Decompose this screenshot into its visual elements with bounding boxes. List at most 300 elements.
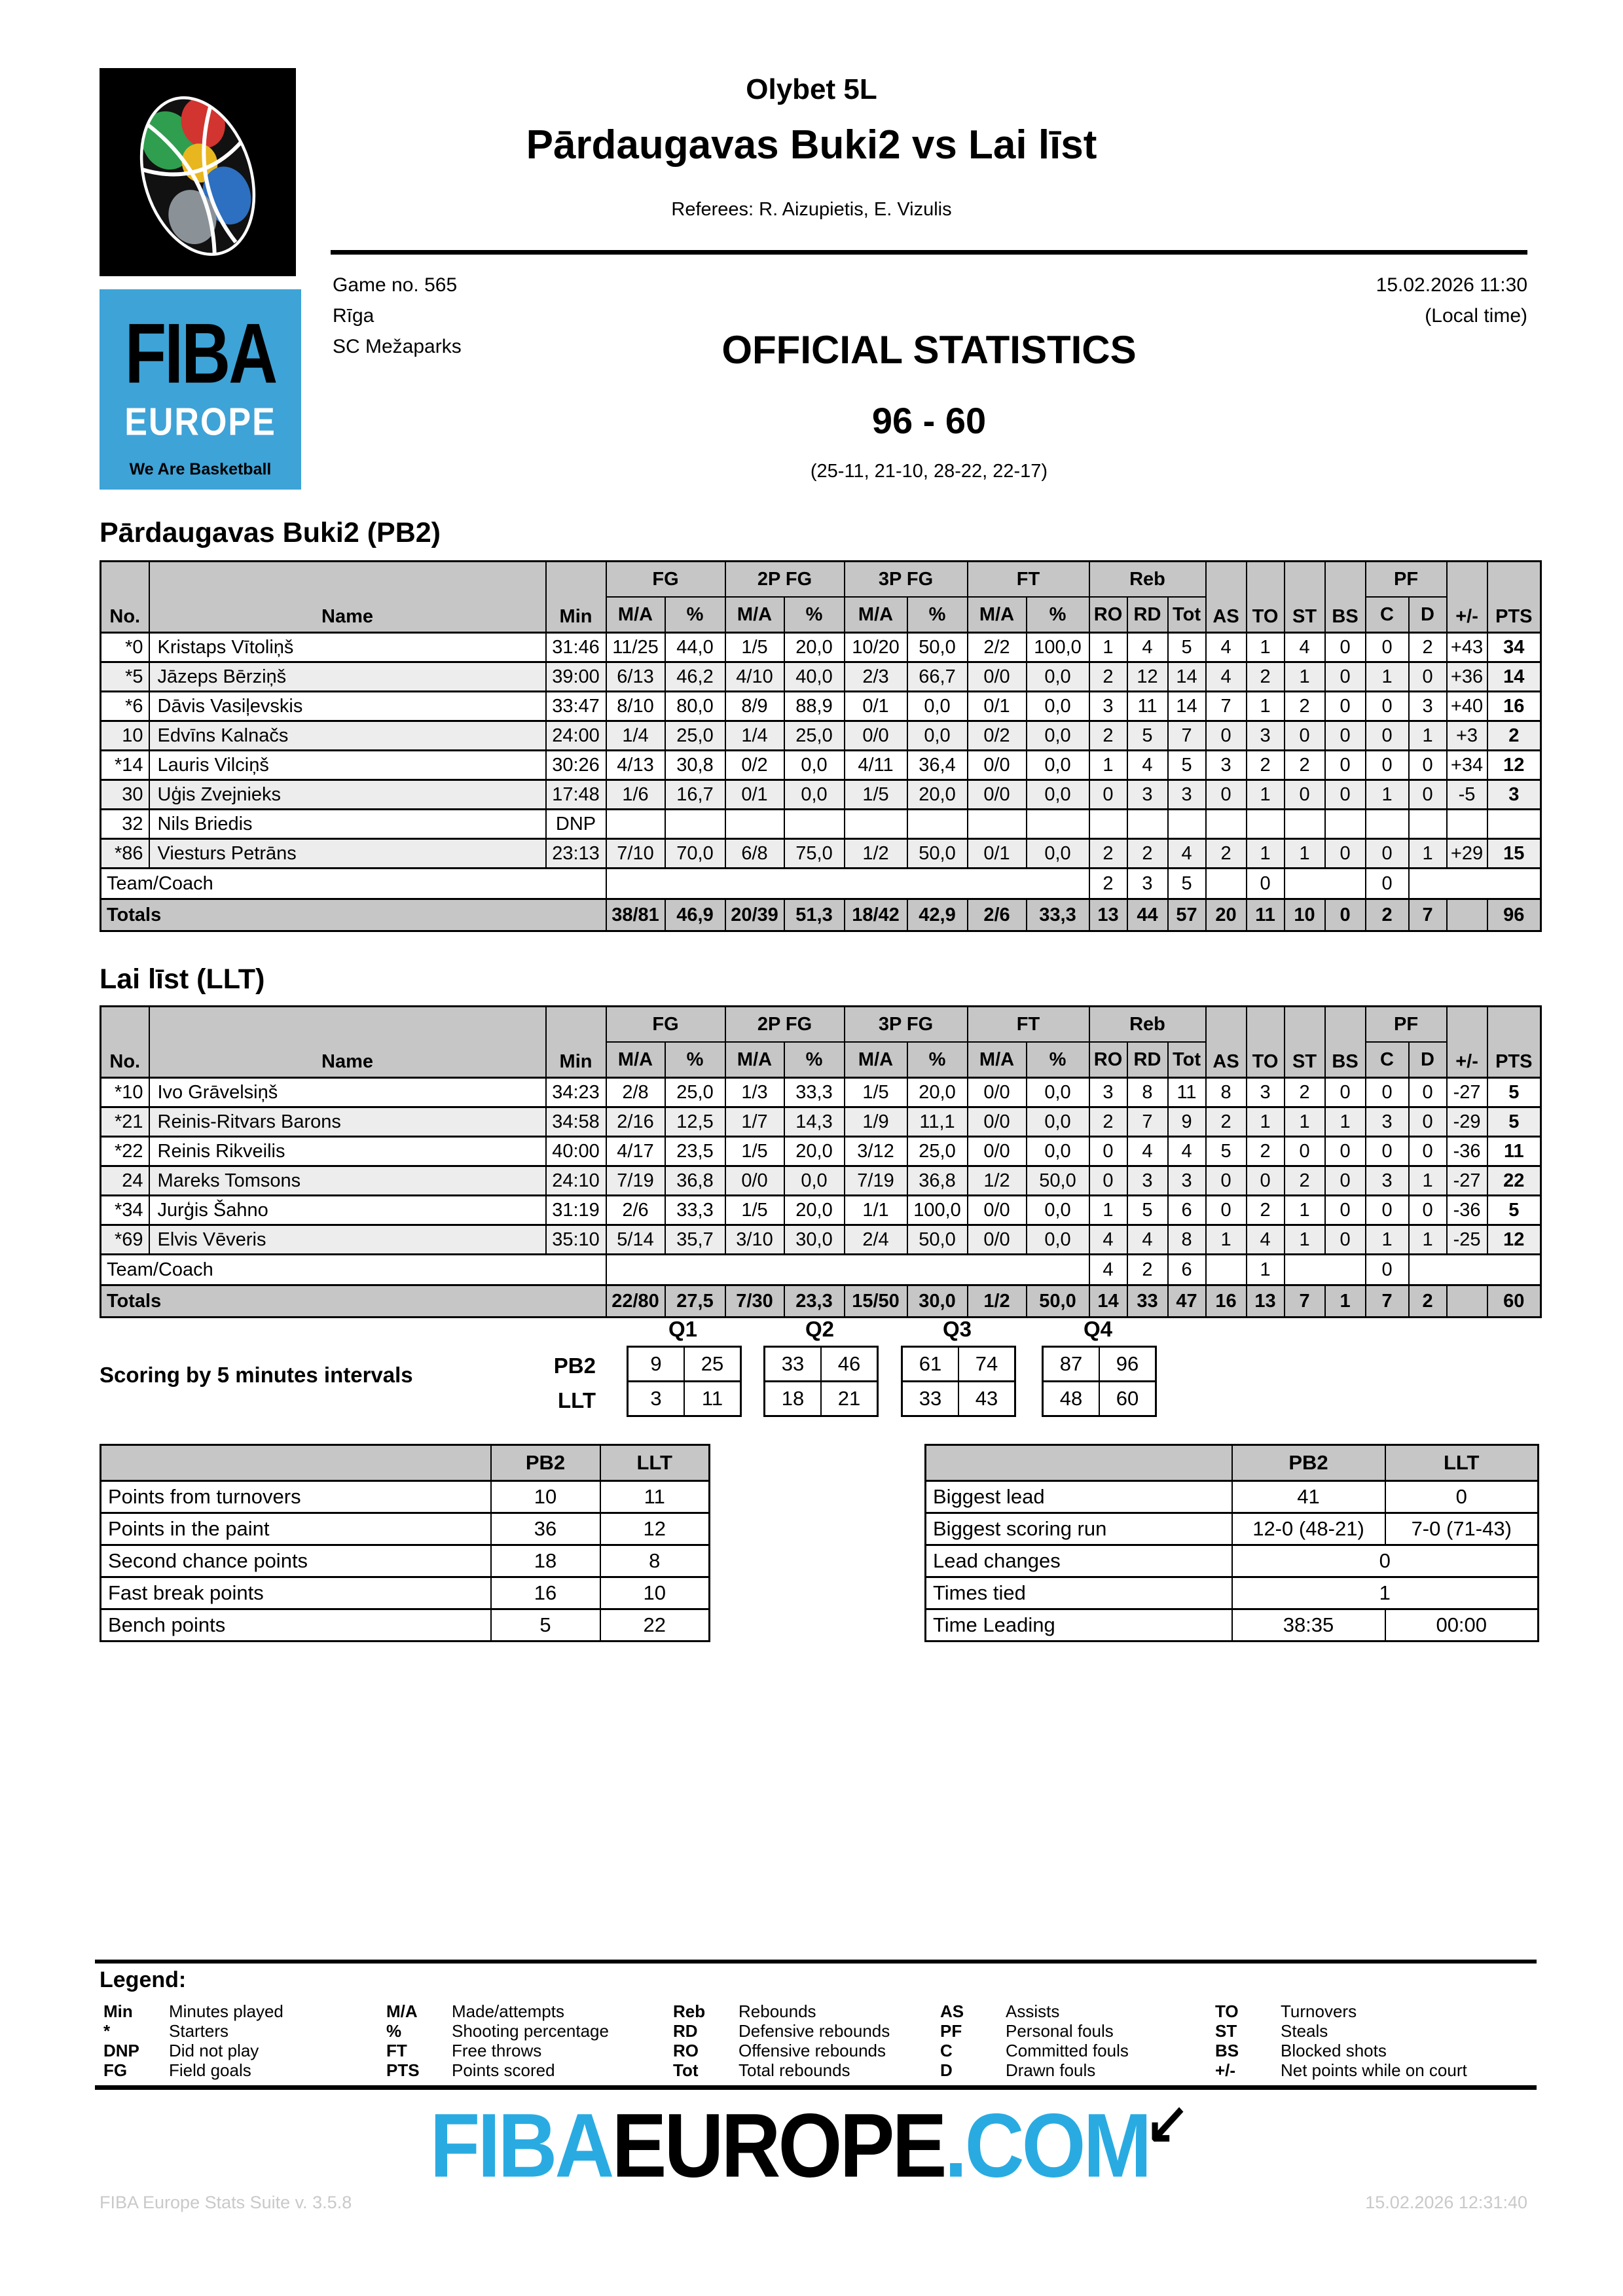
quarter-scores: (25-11, 21-10, 28-22, 22-17) xyxy=(810,461,1048,482)
stat-cell: 100,0 xyxy=(907,1196,968,1225)
stat-cell: 3 xyxy=(1168,780,1206,810)
stat-cell: 0,0 xyxy=(1027,1137,1089,1166)
stat-cell: 7/19 xyxy=(606,1166,665,1196)
stat-cell: +36 xyxy=(1447,662,1487,692)
player-row xyxy=(101,721,1541,751)
col-fg-ma: M/A xyxy=(606,597,665,633)
stat-cell: 5 xyxy=(1206,1137,1247,1166)
stat-cell: 15/50 xyxy=(845,1285,907,1318)
fibaeurope-logo-fiba: FIBA xyxy=(429,2094,612,2197)
player-name-cell: Dāvis Vasiļevskis xyxy=(149,692,546,721)
legend-desc: Net points while on court xyxy=(1281,2060,1467,2080)
stat-cell: 0 xyxy=(1206,1196,1247,1225)
stat-cell: 24 xyxy=(101,1166,149,1196)
legend-desc: Drawn fouls xyxy=(1006,2060,1096,2080)
col-fg-pct: % xyxy=(665,1042,725,1078)
stat-cell: 0,0 xyxy=(907,721,968,751)
interval-row xyxy=(765,1382,878,1416)
legend-abbr: DNP xyxy=(103,2041,139,2060)
stat-cell: 40,0 xyxy=(784,662,845,692)
stat-cell: 24:00 xyxy=(546,721,606,751)
player-name-cell: Viesturs Petrāns xyxy=(149,839,546,869)
stat-cell: 4 xyxy=(1168,1137,1206,1166)
stat-cell: 0 xyxy=(1325,633,1366,662)
footer-divider xyxy=(95,2085,1537,2090)
legend-entry xyxy=(940,2001,1215,2021)
stat-cell: 36,8 xyxy=(665,1166,725,1196)
stat-cell: 31:19 xyxy=(546,1196,606,1225)
legend-entry xyxy=(103,2001,386,2021)
comparison-value-cell: 36 xyxy=(491,1513,600,1545)
stat-cell: 0 xyxy=(1409,751,1447,780)
player-row xyxy=(101,662,1541,692)
stat-cell: 0/1 xyxy=(845,692,907,721)
stat-cell: 7 xyxy=(1168,721,1206,751)
stat-cell: 0 xyxy=(1409,1196,1447,1225)
interval-score-cell: 60 xyxy=(1099,1382,1156,1416)
stat-cell: 3 xyxy=(1127,780,1168,810)
col-st: ST xyxy=(1285,1007,1325,1078)
col-min: Min xyxy=(546,562,606,633)
header-divider xyxy=(331,250,1527,255)
legend-abbr: Min xyxy=(103,2001,133,2021)
stat-cell: 25,0 xyxy=(665,1078,725,1107)
stat-cell: 88,9 xyxy=(784,692,845,721)
comparison-value-cell: 10 xyxy=(491,1481,600,1513)
stat-cell: 1 xyxy=(1285,839,1325,869)
interval-score-cell: 9 xyxy=(628,1347,685,1382)
stat-cell: 2 xyxy=(1409,633,1447,662)
stat-cell: 2/8 xyxy=(606,1078,665,1107)
legend-abbr: +/- xyxy=(1215,2060,1236,2080)
stat-cell: 1/3 xyxy=(725,1078,784,1107)
stat-cell: 22/80 xyxy=(606,1285,665,1318)
stat-cell: 1 xyxy=(1247,1255,1285,1285)
stat-cell: 0/0 xyxy=(968,1107,1027,1137)
stat-cell: 7 xyxy=(1366,1285,1409,1318)
stat-cell: 1 xyxy=(1285,1225,1325,1255)
comparison-value-cell: 8 xyxy=(600,1545,710,1577)
stat-cell: 10/20 xyxy=(845,633,907,662)
stat-cell: 4 xyxy=(1089,1255,1127,1285)
player-name-cell: Kristaps Vītoliņš xyxy=(149,633,546,662)
blank-header-cell xyxy=(926,1445,1232,1481)
stat-cell: 0 xyxy=(1089,780,1127,810)
comparison-row xyxy=(101,1481,710,1513)
stat-cell: 0 xyxy=(1325,1137,1366,1166)
interval-score-cell: 74 xyxy=(958,1347,1015,1382)
stat-cell: -36 xyxy=(1447,1196,1487,1225)
stat-cell: 0/2 xyxy=(968,721,1027,751)
interval-row xyxy=(902,1382,1015,1416)
stat-cell: DNP xyxy=(546,810,606,839)
player-name-cell: Edvīns Kalnačs xyxy=(149,721,546,751)
col-3p-ma: M/A xyxy=(845,1042,907,1078)
col-ft-ma: M/A xyxy=(968,1042,1027,1078)
fiba-logo-word: FIBA xyxy=(124,306,276,402)
quarter-label-q3: Q3 xyxy=(942,1317,972,1341)
stat-cell: 35,7 xyxy=(665,1225,725,1255)
stat-cell: 80,0 xyxy=(665,692,725,721)
stat-cell: 12 xyxy=(1487,1225,1541,1255)
interval-score-cell: 46 xyxy=(821,1347,878,1382)
stat-cell: 0 xyxy=(1366,751,1409,780)
stat-cell: 31:46 xyxy=(546,633,606,662)
stat-cell: 4 xyxy=(1247,1225,1285,1255)
quarter-label-q4: Q4 xyxy=(1083,1317,1113,1341)
legend-entry xyxy=(103,2041,386,2060)
stat-cell: 6 xyxy=(1168,1196,1206,1225)
stat-cell: 4 xyxy=(1206,662,1247,692)
stat-cell: 1 xyxy=(1409,1166,1447,1196)
quarter-label-q2: Q2 xyxy=(805,1317,835,1341)
stat-cell: 39:00 xyxy=(546,662,606,692)
stat-cell: 0 xyxy=(1366,721,1409,751)
stat-cell: 0 xyxy=(1285,721,1325,751)
stat-cell: 0,0 xyxy=(784,1166,845,1196)
col-to: TO xyxy=(1247,1007,1285,1078)
stat-cell: 0,0 xyxy=(1027,839,1089,869)
totals-label: Totals xyxy=(101,1285,606,1318)
stat-cell: 0 xyxy=(1285,780,1325,810)
comparison-value-cell: 5 xyxy=(491,1609,600,1641)
col-2p-ma: M/A xyxy=(725,1042,784,1078)
stat-cell xyxy=(606,810,665,839)
stat-cell: 50,0 xyxy=(907,839,968,869)
stat-cell: 0 xyxy=(1366,1137,1409,1166)
stat-cell: 0 xyxy=(1206,1166,1247,1196)
stat-cell: 6 xyxy=(1168,1255,1206,1285)
col-2p-pct: % xyxy=(784,1042,845,1078)
legend-abbr: TO xyxy=(1215,2001,1239,2021)
comparison-row xyxy=(926,1481,1539,1513)
stat-cell: 0 xyxy=(1089,1166,1127,1196)
stat-cell: 11 xyxy=(1168,1078,1206,1107)
col-pts: PTS xyxy=(1487,1007,1541,1078)
stat-cell: +40 xyxy=(1447,692,1487,721)
stat-cell xyxy=(1206,810,1247,839)
col-to: TO xyxy=(1247,562,1285,633)
col-pf-c: C xyxy=(1366,1042,1409,1078)
game-city: Rīga xyxy=(333,305,374,327)
comparison-row xyxy=(926,1545,1539,1577)
stat-cell: 20,0 xyxy=(784,1137,845,1166)
stat-cell: 0 xyxy=(1325,662,1366,692)
stat-cell: 0/0 xyxy=(968,1078,1027,1107)
stat-cell: 46,9 xyxy=(665,899,725,931)
stat-cell: 16 xyxy=(1487,692,1541,721)
legend-desc: Blocked shots xyxy=(1281,2041,1387,2060)
stat-cell xyxy=(1447,810,1487,839)
stat-cell: 3 xyxy=(1127,869,1168,899)
comparison-table-left xyxy=(100,1444,710,1642)
comparison-row xyxy=(926,1577,1539,1609)
legend-entry xyxy=(1215,2041,1536,2060)
stat-cell xyxy=(1206,869,1247,899)
player-name-cell: Jurģis Šahno xyxy=(149,1196,546,1225)
stat-cell xyxy=(606,1255,1089,1285)
stat-cell xyxy=(907,810,968,839)
group-pf: PF xyxy=(1366,1007,1447,1043)
interval-score-cell: 43 xyxy=(958,1382,1015,1416)
stat-cell: 1 xyxy=(1409,839,1447,869)
col-ft-pct: % xyxy=(1027,1042,1089,1078)
col-st: ST xyxy=(1285,562,1325,633)
comparison-merged-cell: 0 xyxy=(1232,1545,1539,1577)
player-row xyxy=(101,633,1541,662)
stat-cell: 30:26 xyxy=(546,751,606,780)
stat-cell: 1/5 xyxy=(845,780,907,810)
stat-cell: 2 xyxy=(1089,721,1127,751)
stat-cell: 11 xyxy=(1127,692,1168,721)
stat-cell: 3 xyxy=(1089,1078,1127,1107)
stat-cell: 13 xyxy=(1247,1285,1285,1318)
stat-cell: 20,0 xyxy=(907,1078,968,1107)
interval-row xyxy=(1043,1382,1156,1416)
player-name-cell: Reinis Rikveilis xyxy=(149,1137,546,1166)
stat-cell: 1 xyxy=(1247,1107,1285,1137)
stat-cell: 33:47 xyxy=(546,692,606,721)
col-fg-ma: M/A xyxy=(606,1042,665,1078)
stat-cell: 2 xyxy=(1089,839,1127,869)
stat-cell: 8 xyxy=(1168,1225,1206,1255)
stat-cell: 3 xyxy=(1487,780,1541,810)
col-llt: LLT xyxy=(600,1445,710,1481)
fibaeurope-logo-dotcom: .COM xyxy=(944,2094,1150,2197)
legend-abbr: BS xyxy=(1215,2041,1239,2060)
stat-cell: 2 xyxy=(1247,662,1285,692)
stat-cell: 0,0 xyxy=(1027,721,1089,751)
stat-cell xyxy=(968,810,1027,839)
interval-box-q4 xyxy=(1042,1346,1157,1417)
stat-cell: 33,3 xyxy=(665,1196,725,1225)
stat-cell xyxy=(1366,810,1409,839)
scoring-team-llt: LLT xyxy=(557,1388,596,1412)
col-name: Name xyxy=(149,1007,546,1078)
fibaeurope-logo-europe: EUROPE xyxy=(611,2094,945,2197)
stat-cell: 2/3 xyxy=(845,662,907,692)
legend-desc: Offensive rebounds xyxy=(739,2041,886,2060)
stat-cell: 1 xyxy=(1089,1196,1127,1225)
stat-cell: 14 xyxy=(1168,662,1206,692)
stat-cell: 2 xyxy=(1206,839,1247,869)
legend-entry xyxy=(386,2060,673,2080)
stat-cell: 5 xyxy=(1168,633,1206,662)
legend-abbr: PTS xyxy=(386,2060,420,2080)
stat-cell: 0,0 xyxy=(784,780,845,810)
player-row xyxy=(101,751,1541,780)
stat-cell: 1 xyxy=(1285,1107,1325,1137)
stat-cell: 0,0 xyxy=(1027,1225,1089,1255)
stat-cell: 3 xyxy=(1409,692,1447,721)
stat-cell: 5/14 xyxy=(606,1225,665,1255)
stat-cell: 17:48 xyxy=(546,780,606,810)
legend-divider xyxy=(95,1960,1537,1964)
stat-cell: 2 xyxy=(1285,692,1325,721)
stat-cell: *14 xyxy=(101,751,149,780)
stat-cell: 0,0 xyxy=(1027,751,1089,780)
team-coach-label: Team/Coach xyxy=(101,869,606,899)
legend-desc: Field goals xyxy=(169,2060,251,2080)
stat-cell: 1 xyxy=(1247,780,1285,810)
interval-score-cell: 3 xyxy=(628,1382,685,1416)
stat-cell: 1 xyxy=(1247,692,1285,721)
player-row xyxy=(101,1166,1541,1196)
interval-score-cell: 48 xyxy=(1043,1382,1100,1416)
stat-cell: 23,3 xyxy=(784,1285,845,1318)
stat-cell: 14,3 xyxy=(784,1107,845,1137)
group-ft: FT xyxy=(968,562,1089,598)
stat-cell: 2 xyxy=(1127,839,1168,869)
footer-timestamp: 15.02.2026 12:31:40 xyxy=(1365,2193,1527,2212)
stat-cell: 8 xyxy=(1127,1078,1168,1107)
legend-desc: Total rebounds xyxy=(739,2060,850,2080)
stat-cell: 0 xyxy=(1325,1166,1366,1196)
stat-cell: 51,3 xyxy=(784,899,845,931)
stat-cell: 34 xyxy=(1487,633,1541,662)
matchup-title: Pārdaugavas Buki2 vs Lai līst xyxy=(526,122,1097,168)
stat-cell: 1/9 xyxy=(845,1107,907,1137)
stat-cell: 46,2 xyxy=(665,662,725,692)
comparison-label-cell: Fast break points xyxy=(101,1577,491,1609)
interval-score-cell: 33 xyxy=(765,1347,822,1382)
stat-cell: 34:58 xyxy=(546,1107,606,1137)
stat-cell: 0 xyxy=(1366,1255,1409,1285)
stat-cell: 8/10 xyxy=(606,692,665,721)
stat-cell xyxy=(1409,869,1541,899)
stat-cell: 1/2 xyxy=(968,1166,1027,1196)
col-ro: RO xyxy=(1089,597,1127,633)
stat-cell: 0 xyxy=(1366,1078,1409,1107)
stat-cell: 34:23 xyxy=(546,1078,606,1107)
stat-cell: 0 xyxy=(1409,662,1447,692)
stat-cell: -25 xyxy=(1447,1225,1487,1255)
stat-cell: 4/13 xyxy=(606,751,665,780)
team1-stats-table xyxy=(100,560,1542,932)
stat-cell: +34 xyxy=(1447,751,1487,780)
comparison-value-cell: 10 xyxy=(600,1577,710,1609)
col-no: No. xyxy=(101,1007,149,1078)
stat-cell: 50,0 xyxy=(907,633,968,662)
page-title: OFFICIAL STATISTICS xyxy=(721,328,1137,372)
stat-cell: +3 xyxy=(1447,721,1487,751)
stat-cell: 3 xyxy=(1366,1107,1409,1137)
comparison-merged-cell: 1 xyxy=(1232,1577,1539,1609)
comparison-value-cell: 0 xyxy=(1385,1481,1539,1513)
stat-cell: 1/4 xyxy=(725,721,784,751)
stats-table-header xyxy=(101,562,1541,633)
col-name: Name xyxy=(149,562,546,633)
stat-cell: 33,3 xyxy=(784,1078,845,1107)
stat-cell: 12 xyxy=(1487,751,1541,780)
stat-cell: *21 xyxy=(101,1107,149,1137)
arrow-down-left-icon: ↙ xyxy=(1145,2090,1190,2155)
stat-cell: 7 xyxy=(1127,1107,1168,1137)
stat-cell: 1/2 xyxy=(845,839,907,869)
stats-table-header xyxy=(101,1007,1541,1078)
group-ft: FT xyxy=(968,1007,1089,1043)
stat-cell xyxy=(1206,1255,1247,1285)
stat-cell: 1/5 xyxy=(725,1196,784,1225)
stat-cell: 5 xyxy=(1127,1196,1168,1225)
legend-entry xyxy=(1215,2060,1536,2080)
comparison-value-cell: 18 xyxy=(491,1545,600,1577)
stat-cell: 50,0 xyxy=(1027,1166,1089,1196)
stat-cell: 0 xyxy=(1409,780,1447,810)
stat-cell: 0 xyxy=(1247,869,1285,899)
stat-cell: 0/0 xyxy=(968,751,1027,780)
stat-cell: 14 xyxy=(1487,662,1541,692)
stat-cell: 0,0 xyxy=(1027,692,1089,721)
interval-score-cell: 33 xyxy=(902,1382,959,1416)
comparison-row xyxy=(101,1545,710,1577)
col-3p-pct: % xyxy=(907,1042,968,1078)
stat-cell: *5 xyxy=(101,662,149,692)
col-2p-pct: % xyxy=(784,597,845,633)
col-3p-pct: % xyxy=(907,597,968,633)
interval-score-cell: 61 xyxy=(902,1347,959,1382)
legend-abbr: ST xyxy=(1215,2021,1237,2041)
legend-desc: Personal fouls xyxy=(1006,2021,1114,2041)
stat-cell: 2 xyxy=(1247,751,1285,780)
stat-cell: 0/2 xyxy=(725,751,784,780)
stat-cell: 6/8 xyxy=(725,839,784,869)
team1-title: Pārdaugavas Buki2 (PB2) xyxy=(100,517,441,548)
stat-cell: 0 xyxy=(1366,692,1409,721)
stat-cell: 24:10 xyxy=(546,1166,606,1196)
stat-cell: 8/9 xyxy=(725,692,784,721)
interval-box-q2 xyxy=(763,1346,879,1417)
legend-abbr: AS xyxy=(940,2001,964,2021)
stat-cell: 1/5 xyxy=(725,1137,784,1166)
stat-cell: 3 xyxy=(1247,1078,1285,1107)
stat-cell: 35:10 xyxy=(546,1225,606,1255)
player-row xyxy=(101,1078,1541,1107)
scoring-intervals-label: Scoring by 5 minutes intervals xyxy=(100,1363,413,1387)
stat-cell: 4 xyxy=(1206,633,1247,662)
interval-row xyxy=(628,1382,741,1416)
legend-desc: Turnovers xyxy=(1281,2001,1357,2021)
stat-cell xyxy=(1487,810,1541,839)
stat-cell: 32 xyxy=(101,810,149,839)
legend-entry xyxy=(386,2021,673,2041)
comparison-row xyxy=(101,1609,710,1641)
stat-cell: 1 xyxy=(1247,633,1285,662)
interval-box-q3 xyxy=(901,1346,1016,1417)
stat-cell: 4 xyxy=(1127,633,1168,662)
stat-cell: 44 xyxy=(1127,899,1168,931)
interval-box-q1 xyxy=(627,1346,742,1417)
legend-abbr: Tot xyxy=(673,2060,699,2080)
col-no: No. xyxy=(101,562,149,633)
stat-cell: *69 xyxy=(101,1225,149,1255)
legend-entry xyxy=(940,2060,1215,2080)
fibaeurope-logo xyxy=(0,2090,1623,2198)
stat-cell: 11 xyxy=(1487,1137,1541,1166)
stat-cell: 0/0 xyxy=(968,1225,1027,1255)
stat-cell: 0/1 xyxy=(725,780,784,810)
group-2pfg: 2P FG xyxy=(725,562,845,598)
legend-desc: Points scored xyxy=(452,2060,555,2080)
legend-desc: Starters xyxy=(169,2021,229,2041)
stat-cell: 0/0 xyxy=(968,780,1027,810)
stat-cell xyxy=(1127,810,1168,839)
stat-cell: 25,0 xyxy=(784,721,845,751)
col-as: AS xyxy=(1206,562,1247,633)
stat-cell: 10 xyxy=(101,721,149,751)
stat-cell: 1 xyxy=(1285,1196,1325,1225)
stat-cell: 7/19 xyxy=(845,1166,907,1196)
